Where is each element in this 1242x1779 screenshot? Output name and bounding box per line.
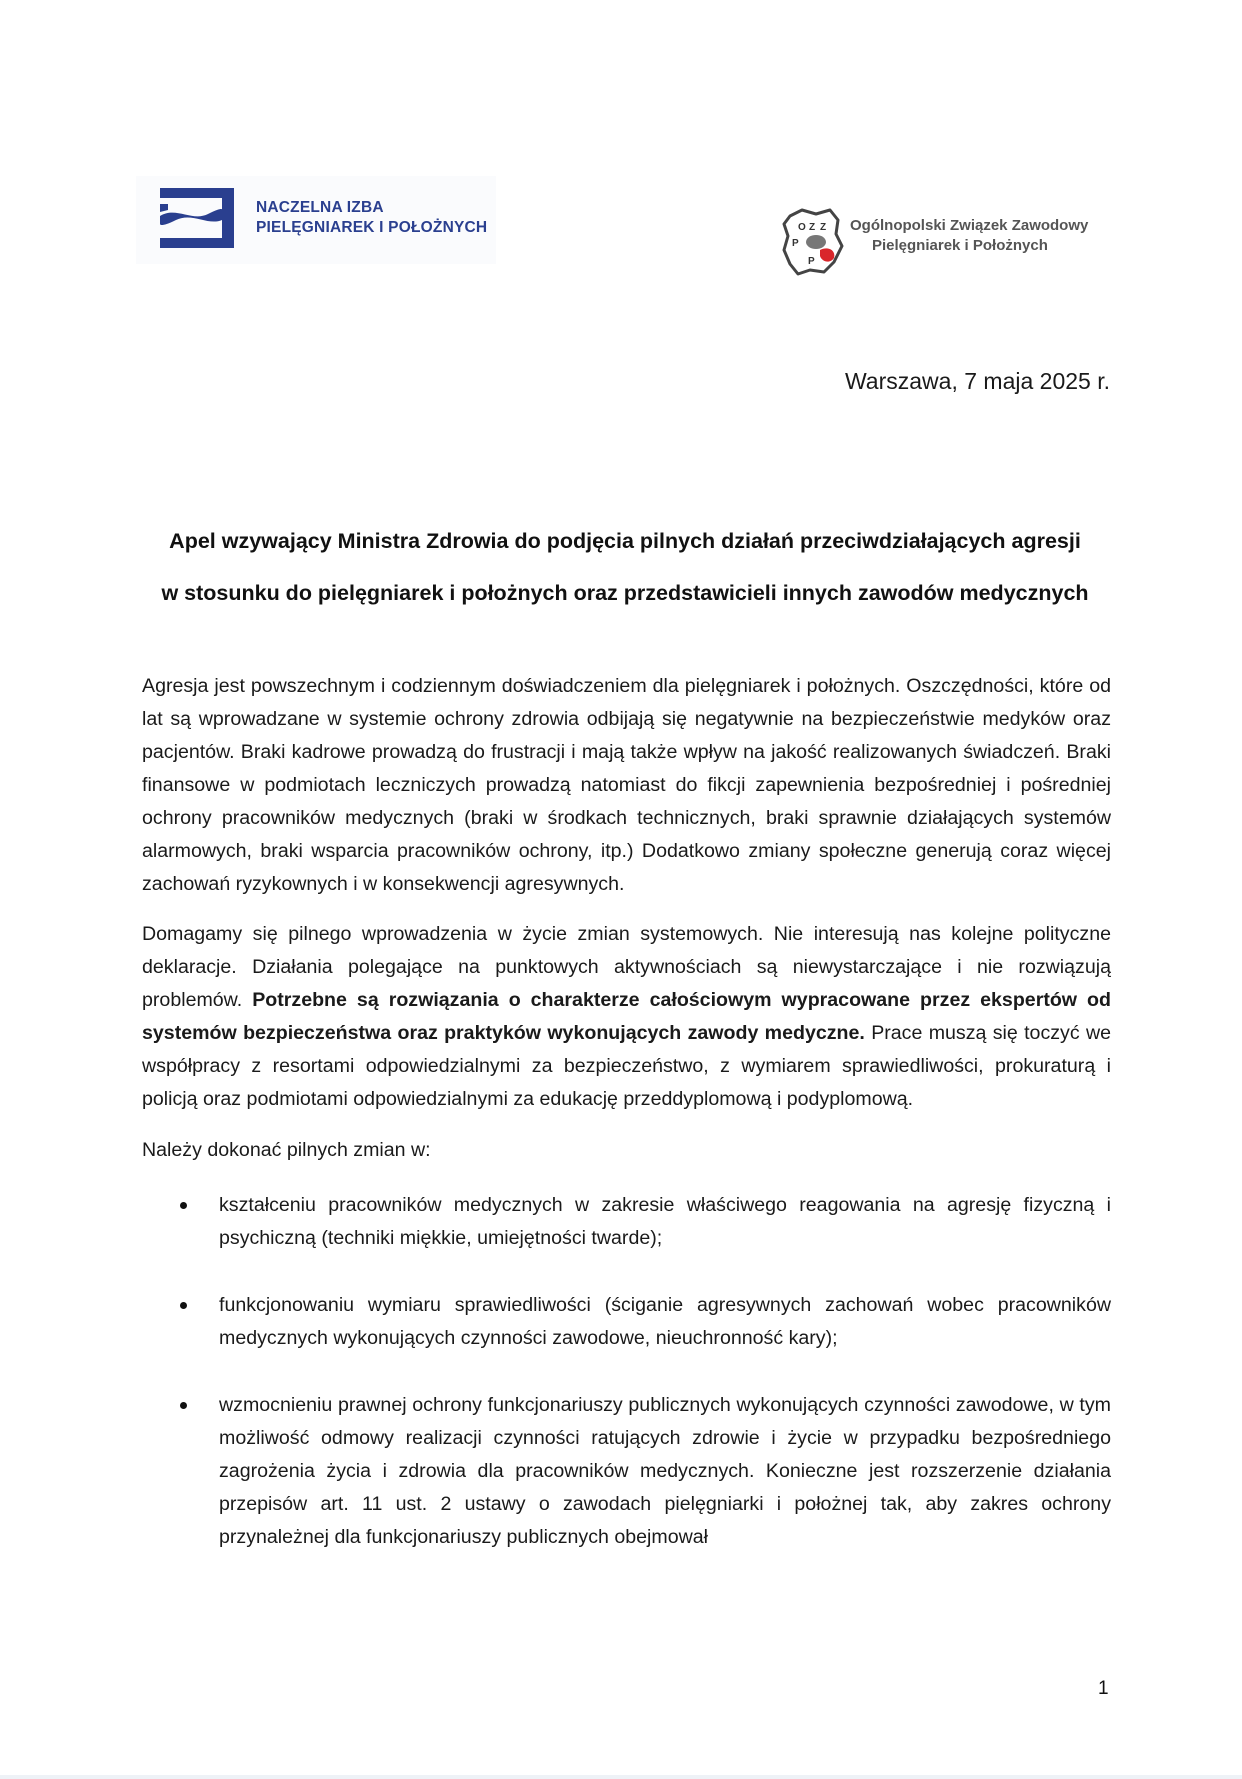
paragraph-1: Agresja jest powszechnym i codziennym doświadczeniem dla pielęgniarek i położnych. Oszczędności, które od lat są wprowadzane w systemie ochrony zdrowia odbijają się negatywnie na bezpieczeństwie medyków oraz pacjentów. Braki kadrowe prowadzą do frustracji i mają także wpływ na jakość realizowanych świadczeń. Braki finansowe w podmiotach leczniczych prowadzą natomiast do fikcji zapewnienia bezpośredniej i pośredniej ochrony pracowników medycznych (braki w środkach technicznych, braki sprawnie działających systemów alarmowych, braki wsparcia pracowników ochrony, itp.) Dodatkowo zmiany społeczne generują coraz więcej zachowań ryzykownych i w konsekwencji agresywnych. [142,675,1111,895]
ozzpip-logo-line1: Ogólnopolski Związek Zawodowy [850,217,1089,234]
svg-text:P: P [808,256,815,267]
document-title [142,515,1108,619]
paragraph-2-end: Prace muszą się toczyć we współpracy z resortami odpowiedzialnymi za bezpieczeństwo, z wymiarem sprawiedliwości, prokuraturą i policją oraz podmiotami odpowiedzialnymi za edukację przeddyplomową i podyplomową. [142,1022,1111,1110]
document-body [142,670,1111,1588]
demands-list [142,1189,1111,1554]
ozzpip-logo [780,206,1089,282]
svg-text:Z: Z [809,222,816,233]
poland-map-emblem-icon [780,206,846,278]
title-line-2: w stosunku do pielęgniarek i położnych oraz przedstawicieli innych zawodów medycznych [161,581,1089,605]
bullet-dot-icon [180,1302,187,1309]
page-bottom-edge [0,1775,1242,1779]
paragraph-2-bold: Potrzebne są rozwiązania o charakterze całościowym wypracowane przez ekspertów od systemów bezpieczeństwa oraz praktyków wykonujących zawody medyczne. [142,989,1111,1044]
svg-text:Z: Z [820,222,827,233]
page-number: 1 [1098,1678,1109,1699]
bullet-dot-icon [180,1402,187,1409]
svg-text:O: O [798,222,806,233]
nipip-logo-line2: PIELĘGNIAREK I POŁOŻNYCH [256,219,488,236]
paragraph-2 [142,918,1111,1116]
nipip-logo [136,176,496,264]
nipip-logo-line1: NACZELNA IZBA [256,199,384,216]
list-item-text: wzmocnieniu prawnej ochrony funkcjonariuszy publicznych wykonujących czynności zawodowe, w tym możliwość odmowy realizacji czynności ratujących zdrowie i życie w przypadku bezpośredniego zagrożenia życia i zdrowia dla pracowników medycznych. Konieczne jest rozszerzenie działania przepisów art. 11 ust. 2 ustawy o zawodach pielęgniarki i położnej tak, aby zakres ochrony przynależnej dla funkcjonariuszy publicznych obejmował [219,1394,1111,1548]
nipip-emblem-icon [158,186,236,250]
list-item-text: kształceniu pracowników medycznych w zakresie właściwego reagowania na agresję fizyczną i psychiczną (techniki miękkie, umiejętności twarde); [219,1194,1111,1249]
paragraph-2-start: Domagamy się pilnego wprowadzenia w życie zmian systemowych. Nie interesują nas kolejne polityczne deklaracje. Działania polegające na punktowych aktywnościach są niewystarczające i nie rozwiązują problemów. [142,923,1111,1011]
list-lead: Należy dokonać pilnych zmian w: [142,1139,431,1161]
title-line-1: Apel wzywający Ministra Zdrowia do podjęcia pilnych działań przeciwdziałających agresji [169,529,1081,553]
dateline: Warszawa, 7 maja 2025 r. [844,368,1110,394]
list-item [142,1389,1111,1554]
list-item-text: funkcjonowaniu wymiaru sprawiedliwości (ściganie agresywnych zachowań wobec pracowników medycznych wykonujących czynności zawodowe, nieuchronność kary); [219,1294,1111,1349]
bullet-dot-icon [180,1202,187,1209]
list-item [142,1189,1111,1255]
ozzpip-logo-line2: Pielęgniarek i Położnych [872,237,1048,254]
list-item [142,1289,1111,1355]
svg-text:P: P [792,238,799,249]
